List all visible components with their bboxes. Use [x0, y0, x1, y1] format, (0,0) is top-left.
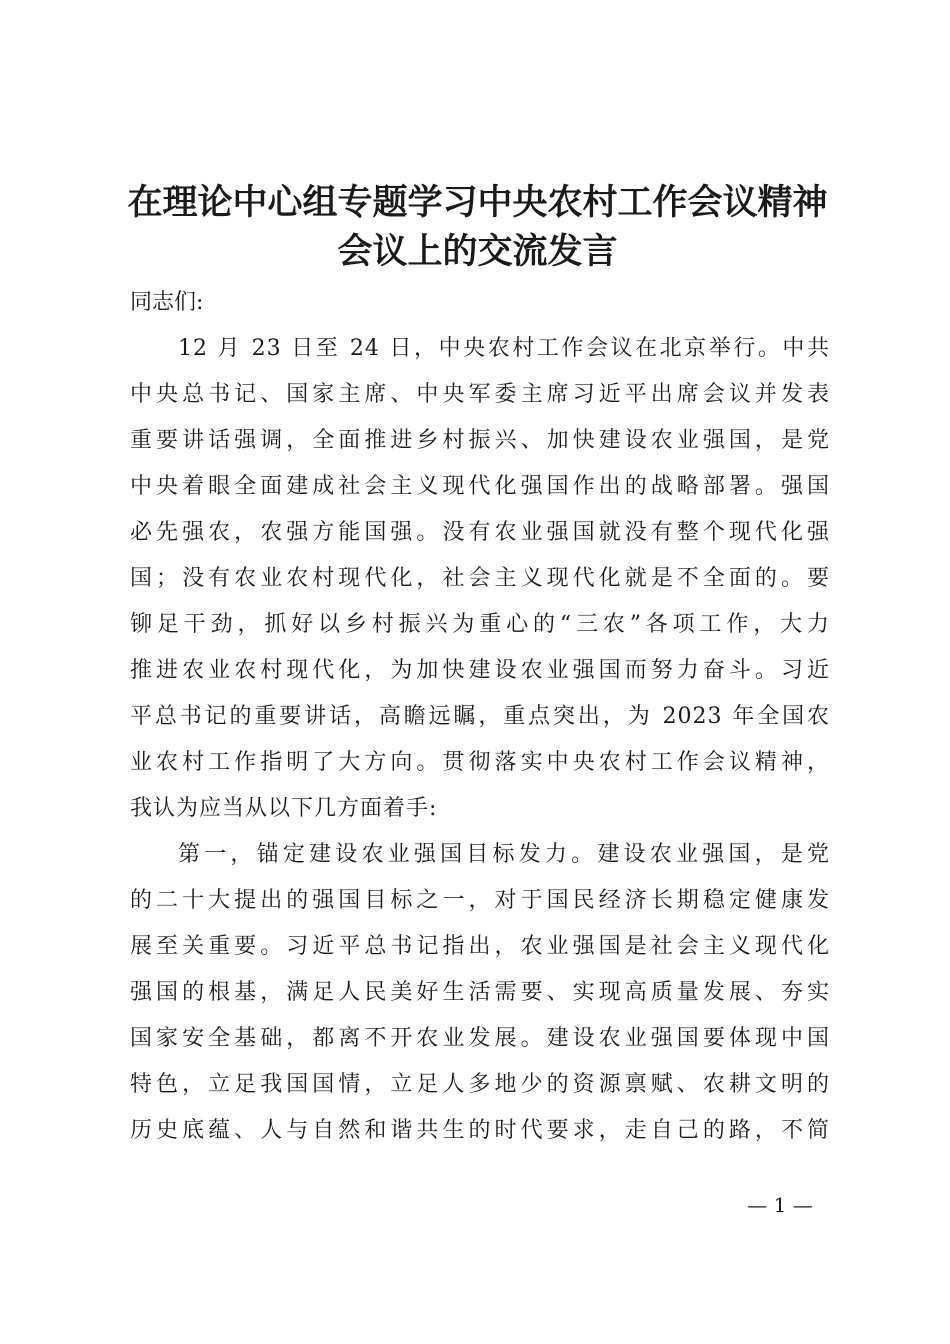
text-line: 中央总书记、国家主席、中央军委主席习近平出席会议并发表: [130, 382, 830, 407]
text-line: 平总书记的重要讲话，高瞻远瞩，重点突出，为 2023 年全国农: [130, 704, 830, 729]
text-line: 特色，立足我国国情，立足人多地少的资源禀赋、农耕文明的: [130, 1072, 830, 1097]
title-line-1: 在理论中心组专题学习中央农村工作会议精神: [127, 182, 828, 223]
text-line: 推进农业农村现代化，为加快建设农业强国而努力奋斗。习近: [130, 658, 830, 683]
text-line: 历史底蕴、人与自然和谐共生的时代要求，走自己的路，不简: [130, 1118, 830, 1143]
paragraph-2: [130, 832, 830, 1154]
text-line: 重要讲话强调，全面推进乡村振兴、加快建设农业强国，是党: [130, 428, 830, 453]
text-line: 的二十大提出的强国目标之一，对于国民经济长期稳定健康发: [130, 888, 830, 913]
text-line: 第一，锚定建设农业强国目标发力。建设农业强国，是党: [178, 842, 830, 867]
document-body: [130, 280, 830, 1154]
text-line: 铆足干劲，抓好以乡村振兴为重心的“三农”各项工作，大力: [130, 612, 830, 637]
text-line: 必先强农，农强方能国强。没有农业强国就没有整个现代化强: [130, 520, 830, 545]
text-line: 12 月 23 日至 24 日，中央农村工作会议在北京举行。中共: [178, 336, 830, 361]
title-line-2: 会议上的交流发言: [337, 231, 618, 272]
text-line: 展至关重要。习近平总书记指出，农业强国是社会主义现代化: [130, 934, 830, 959]
text-line: 我认为应当从以下几方面着手:: [130, 796, 438, 821]
text-line: 业农村工作指明了大方向。贯彻落实中央农村工作会议精神，: [130, 750, 830, 775]
text-line: 强国的根基，满足人民美好生活需要、实现高质量发展、夯实: [130, 980, 830, 1005]
text-line: 中央着眼全面建成社会主义现代化强国作出的战略部署。强国: [130, 474, 830, 499]
text-line: 国；没有农业农村现代化，社会主义现代化就是不全面的。要: [130, 566, 830, 591]
text-line: 国家安全基础，都离不开农业发展。建设农业强国要体现中国: [130, 1026, 830, 1051]
page-number: — 1 —: [747, 1193, 813, 1217]
paragraph-1: [130, 326, 830, 832]
document-title: [120, 178, 835, 276]
salutation: 同志们:: [130, 290, 204, 315]
